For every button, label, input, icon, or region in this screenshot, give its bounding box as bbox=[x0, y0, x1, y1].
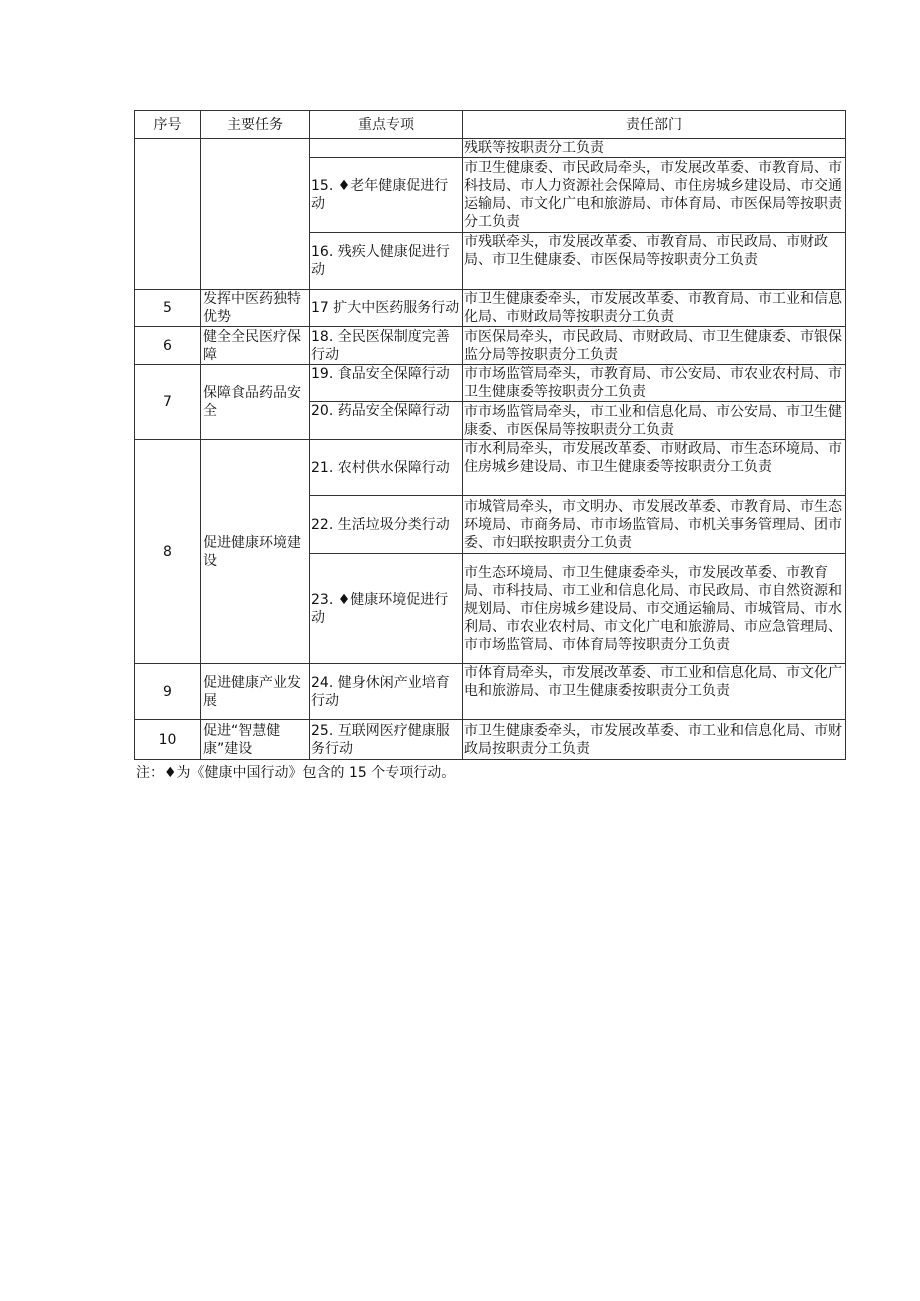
cell-department: 市体育局牵头，市发展改革委、市工业和信息化局、市文化广电和旅游局、市卫生健康委按职责分工负责 bbox=[463, 664, 846, 720]
cell-main-task: 促进“智慧健康”建设 bbox=[201, 720, 310, 760]
cell-main-task: 保障食品药品安全 bbox=[201, 365, 310, 440]
cell-department: 市市场监管局牵头，市教育局、市公安局、市农业农村局、市卫生健康委等按职责分工负责 bbox=[463, 365, 846, 402]
footnote: 注：♦为《健康中国行动》包含的 15 个专项行动。 bbox=[136, 765, 456, 781]
cell-index bbox=[135, 139, 201, 290]
cell-main-task: 发挥中医药独特优势 bbox=[201, 290, 310, 327]
cell-key-item: 22. 生活垃圾分类行动 bbox=[310, 496, 463, 554]
cell-main-task: 健全全民医疗保障 bbox=[201, 327, 310, 365]
cell-key-item: 19. 食品安全保障行动 bbox=[310, 365, 463, 402]
cell-key-item: 24. 健身休闲产业培育行动 bbox=[310, 664, 463, 720]
cell-key-item: 17 扩大中医药服务行动 bbox=[310, 290, 463, 327]
cell-index: 8 bbox=[135, 440, 201, 664]
header-index: 序号 bbox=[135, 111, 201, 139]
cell-main-task: 促进健康产业发展 bbox=[201, 664, 310, 720]
cell-key-item: 18. 全民医保制度完善行动 bbox=[310, 327, 463, 365]
cell-index: 7 bbox=[135, 365, 201, 440]
cell-key-item: 25. 互联网医疗健康服务行动 bbox=[310, 720, 463, 760]
cell-index: 10 bbox=[135, 720, 201, 760]
cell-department: 市城管局牵头，市文明办、市发展改革委、市教育局、市生态环境局、市商务局、市市场监管局、市机关事务管理局、团市委、市妇联按职责分工负责 bbox=[463, 496, 846, 554]
task-table bbox=[134, 110, 846, 760]
cell-key-item: 21. 农村供水保障行动 bbox=[310, 440, 463, 496]
cell-department: 市卫生健康委、市民政局牵头，市发展改革委、市教育局、市科技局、市人力资源社会保障局、市住房城乡建设局、市交通运输局、市文化广电和旅游局、市体育局、市医保局等按职责分工负责 bbox=[463, 158, 846, 233]
table-header-row bbox=[135, 111, 846, 139]
table-row bbox=[135, 290, 846, 327]
table-row bbox=[135, 440, 846, 496]
cell-department: 市残联牵头，市发展改革委、市教育局、市民政局、市财政局、市卫生健康委、市医保局等按职责分工负责 bbox=[463, 233, 846, 290]
header-key-item: 重点专项 bbox=[310, 111, 463, 139]
table-row bbox=[135, 664, 846, 720]
cell-key-item: 15. ♦老年健康促进行动 bbox=[310, 158, 463, 233]
table-row bbox=[135, 720, 846, 760]
cell-index: 6 bbox=[135, 327, 201, 365]
cell-main-task: 促进健康环境建设 bbox=[201, 440, 310, 664]
cell-department: 市水利局牵头，市发展改革委、市财政局、市生态环境局、市住房城乡建设局、市卫生健康委等按职责分工负责 bbox=[463, 440, 846, 496]
cell-department: 市卫生健康委牵头，市发展改革委、市教育局、市工业和信息化局、市财政局等按职责分工负责 bbox=[463, 290, 846, 327]
header-main-task: 主要任务 bbox=[201, 111, 310, 139]
header-department: 责任部门 bbox=[463, 111, 846, 139]
cell-department: 市医保局牵头，市民政局、市财政局、市卫生健康委、市银保监分局等按职责分工负责 bbox=[463, 327, 846, 365]
cell-department: 残联等按职责分工负责 bbox=[463, 139, 846, 158]
cell-department: 市生态环境局、市卫生健康委牵头，市发展改革委、市教育局、市科技局、市工业和信息化局、市民政局、市自然资源和规划局、市住房城乡建设局、市交通运输局、市城管局、市水利局、市农业农村局、市文化广电和旅游局、市应急管理局、市市场监管局、市体育局等按职责分工负责 bbox=[463, 554, 846, 664]
cell-key-item: 20. 药品安全保障行动 bbox=[310, 402, 463, 440]
cell-index: 9 bbox=[135, 664, 201, 720]
cell-department: 市卫生健康委牵头，市发展改革委、市工业和信息化局、市财政局按职责分工负责 bbox=[463, 720, 846, 760]
table-row bbox=[135, 327, 846, 365]
cell-key-item: 23. ♦健康环境促进行动 bbox=[310, 554, 463, 664]
table-row bbox=[135, 139, 846, 158]
cell-key-item bbox=[310, 139, 463, 158]
cell-key-item: 16. 残疾人健康促进行动 bbox=[310, 233, 463, 290]
cell-index: 5 bbox=[135, 290, 201, 327]
cell-main-task bbox=[201, 139, 310, 290]
table-row bbox=[135, 365, 846, 402]
cell-department: 市市场监管局牵头，市工业和信息化局、市公安局、市卫生健康委、市医保局等按职责分工负责 bbox=[463, 402, 846, 440]
